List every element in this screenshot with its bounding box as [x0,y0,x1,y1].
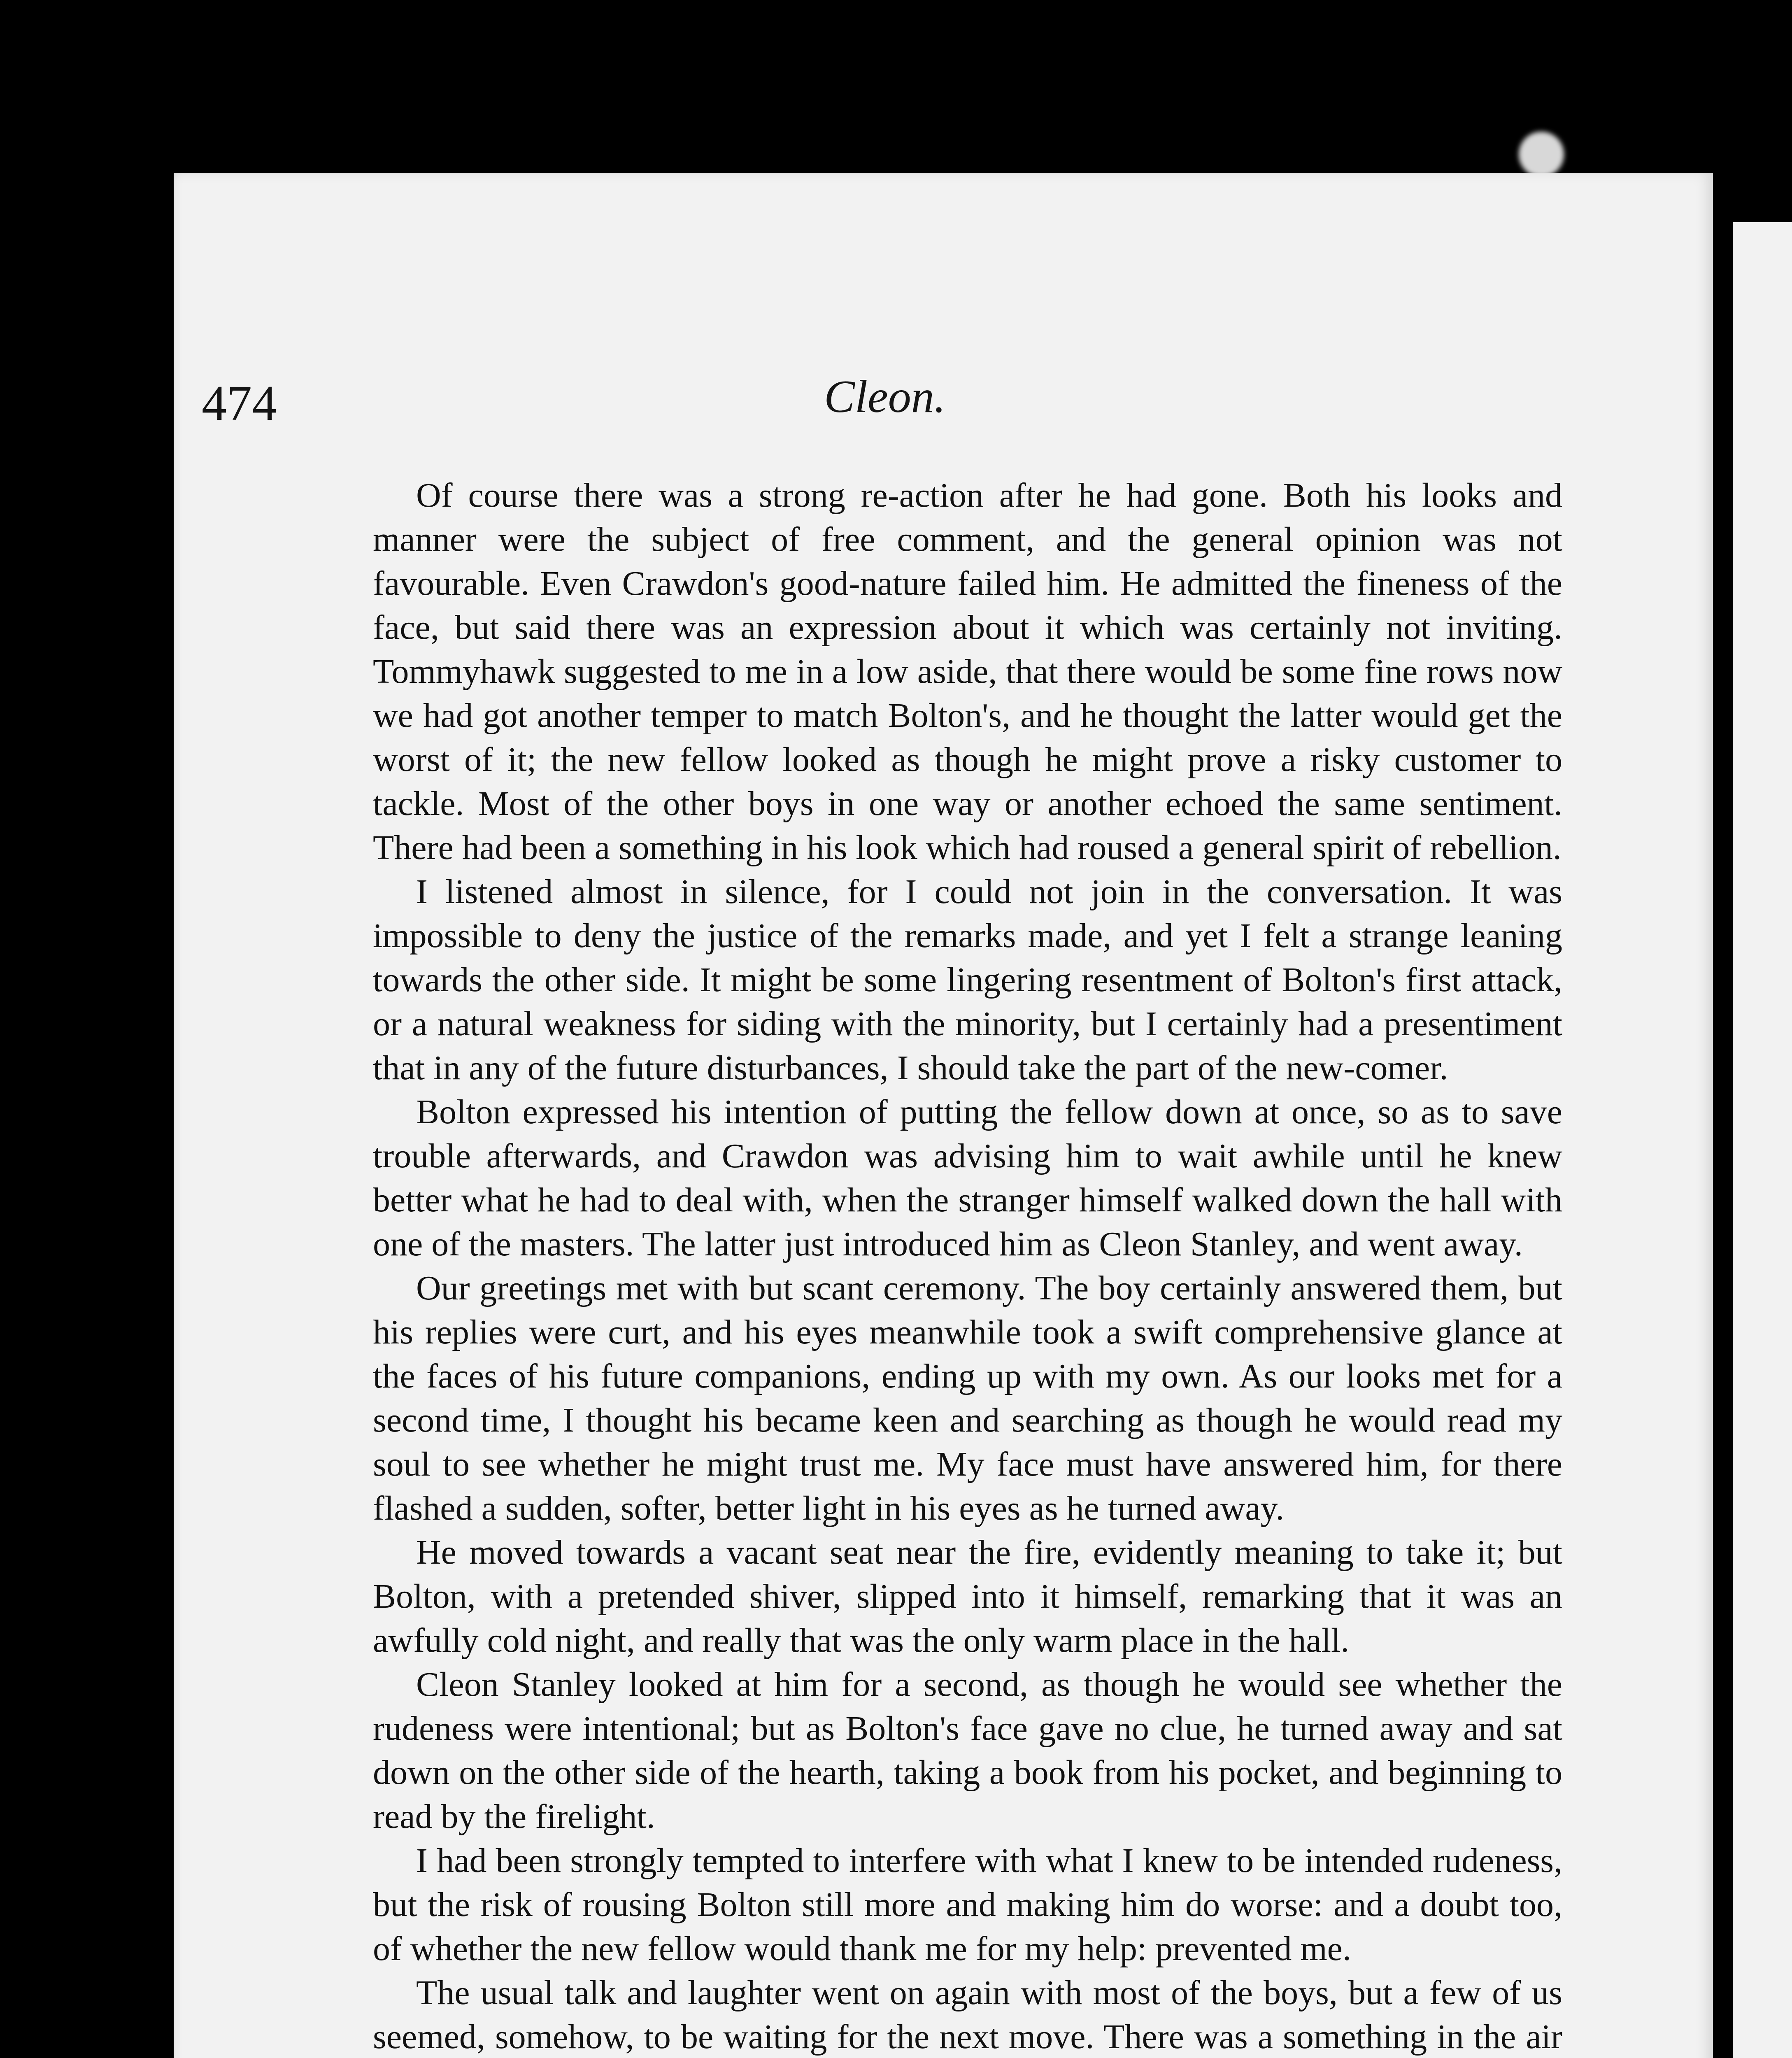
paragraph-4: Our greetings met with but scant ceremony. The boy certainly answered them, but his replies were curt, and his eyes meanwhile took a swift comprehensive glance at the faces of his future companions, ending up with my own. As our looks met for a second time, I thought his became keen and searching as though he would read my soul to see whether he might trust me. My face must have answered him, for there flashed a sudden, softer, better light in his eyes as he turned away. [373,1269,1562,1527]
paragraph-1: Of course there was a strong re-action after he had gone. Both his looks and manner were the subject of free comment, and the general opinion was not favourable. Even Crawdon's good-nature failed him. He admitted the fineness of the face, but said there was an expression about it which was certainly not inviting. Tommyhawk suggested to me in a low aside, that there would be some fine rows now we had got another temper to match Bolton's, and he thought the latter would get the worst of it; the new fellow looked as though he might prove a risky customer to tackle. Most of the other boys in one way or another echoed the same sentiment. There had been a something in his look which had roused a general spirit of rebellion. [373,476,1562,867]
paragraph-3: Bolton expressed his intention of putting the fellow down at once, so as to save trouble afterwards, and Crawdon was advising him to wait awhile until he knew better what he had to deal with, when the stranger himself walked down the hall with one of the masters. The latter just introduced him as Cleon Stanley, and went away. [373,1093,1562,1263]
scan-speck [1519,132,1564,177]
page-number: 474 [202,375,277,431]
paragraph-6: Cleon Stanley looked at him for a second, as though he would see whether the rudeness were intentional; but as Bolton's face gave no clue, he turned away and sat down on the other side of the hearth, taking a book from his pocket, and beginning to read by the firelight. [373,1665,1562,1836]
body-text [373,473,1562,2058]
page-header [202,206,1568,431]
paragraph-2: I listened almost in silence, for I could not join in the conversation. It was impossible to deny the justice of the remarks made, and yet I felt a strange leaning towards the other side. It might be some lingering resentment of Bolton's first attack, or a natural weakness for siding with the minority, but I certainly had a presentiment that in any of the future disturbances, I should take the part of the new-comer. [373,873,1562,1087]
running-title: Cleon. [824,371,946,422]
paragraph-7: I had been strongly tempted to interfere with what I knew to be intended rudeness, but the risk of rousing Bolton still more and making him do worse: and a doubt too, of whether the new fellow would thank me for my help: prevented me. [373,1841,1562,1968]
paragraph-8: The usual talk and laughter went on again with most of the boys, but a few of us seemed, somehow, to be waiting for the next move. There was a something in the air [373,1974,1562,2056]
paragraph-5: He moved towards a vacant seat near the fire, evidently meaning to take it; but Bolton, with a pretended shiver, slipped into it himself, remarking that it was an awfully cold night, and really that was the only warm place in the hall. [373,1533,1562,1660]
adjacent-page-edge [1733,222,1792,2058]
